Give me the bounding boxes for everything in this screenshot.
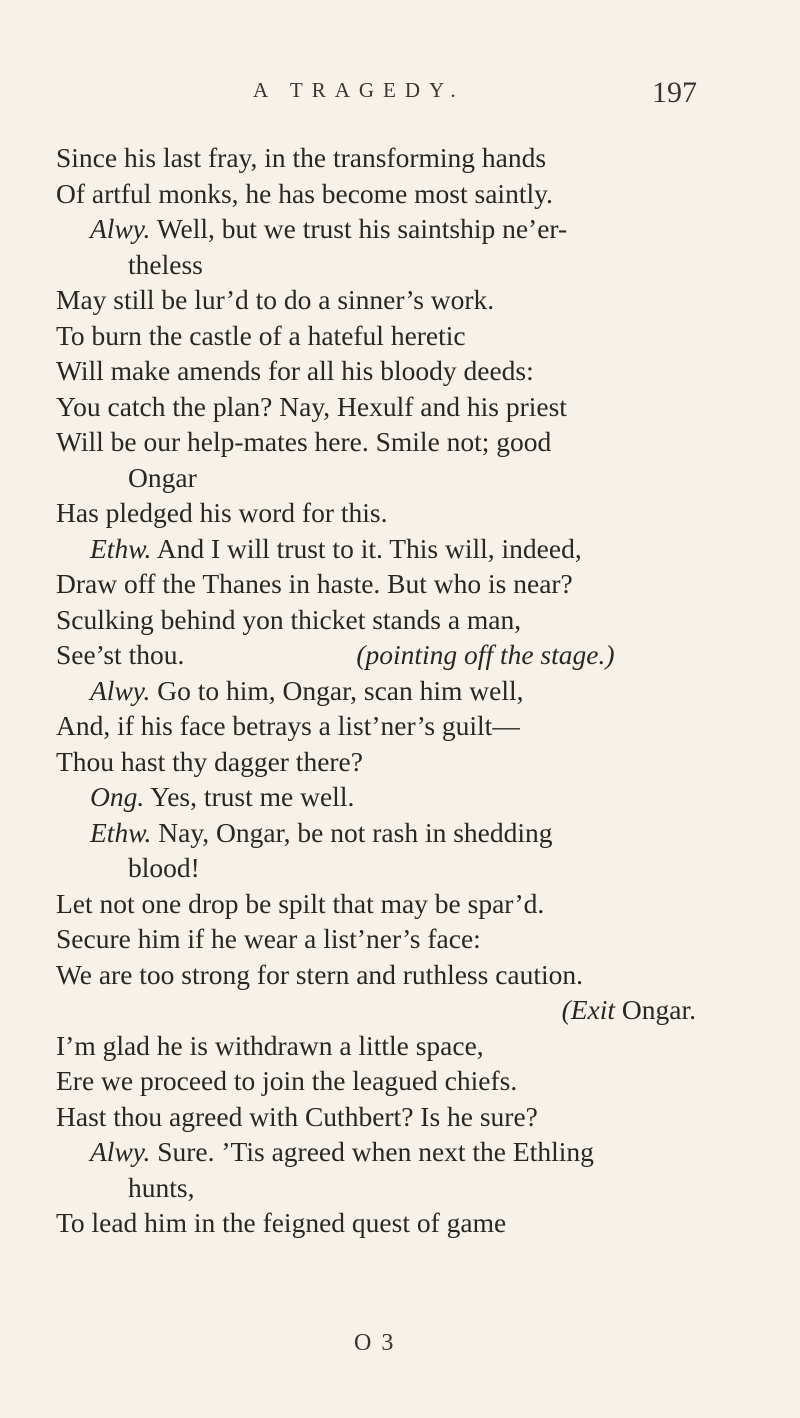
page-header <box>0 78 800 118</box>
speaker-name: Alwy. <box>90 1136 151 1167</box>
verse-continuation: hunts, <box>128 1171 195 1203</box>
verse-line: Of artful monks, he has become most saintly. <box>56 177 553 209</box>
speech-line: Alwy. Go to him, Ongar, scan him well, <box>90 674 524 706</box>
verse-line: Secure him if he wear a list’ner’s face: <box>56 923 481 954</box>
verse-line: Let not one drop be spilt that may be spar’d. <box>56 887 545 919</box>
signature-mark: O 3 <box>354 1330 396 1356</box>
verse-line: Ere we proceed to join the leagued chiefs. <box>56 1065 518 1096</box>
verse-line: Since his last fray, in the transforming hands <box>56 142 547 173</box>
speech-line: Ethw. And I will trust to it. This will, indeed, <box>90 532 582 564</box>
speaker-name: Ethw. <box>90 816 152 848</box>
verse-line: Will make amends for all his bloody deeds: <box>56 355 534 386</box>
verse-line: And, if his face betrays a list’ner’s guilt— <box>56 710 520 741</box>
exit-word: (Exit <box>561 994 616 1025</box>
speech-line: Alwy. Sure. ’Tis agreed when next the Ethling <box>90 1136 594 1167</box>
verse-continuation: theless <box>128 248 203 280</box>
speaker-name: Ethw. <box>90 532 152 564</box>
verse-line: To lead him in the feigned quest of game <box>56 1207 507 1238</box>
verse-line: Has pledged his word for this. <box>56 497 388 528</box>
exit-direction: (Exit Ongar. <box>561 994 696 1025</box>
verse-line: Thou hast thy dagger there? <box>56 745 363 777</box>
verse-line: See’st thou. (pointing off the stage.) <box>56 639 615 670</box>
verse-line: Sculking behind yon thicket stands a man, <box>56 603 522 635</box>
speech-line: Ethw. Nay, Ongar, be not rash in shedding <box>90 816 553 848</box>
speech-line: Ong. Yes, trust me well. <box>90 781 355 812</box>
verse-continuation: Ongar <box>128 461 197 493</box>
running-title: A TRAGEDY. <box>253 78 465 102</box>
verse-line: Will be our help-mates here. Smile not; good <box>56 426 552 457</box>
verse-line: Draw off the Thanes in haste. But who is near? <box>56 568 573 599</box>
speaker-name: Alwy. <box>90 213 151 244</box>
verse-continuation: blood! <box>128 852 200 883</box>
play-text <box>56 140 696 1241</box>
verse-line: I’m glad he is withdrawn a little space, <box>56 1029 484 1061</box>
verse-line: We are too strong for stern and ruthless caution. <box>56 958 584 990</box>
speaker-name: Alwy. <box>90 674 151 706</box>
speech-line: Alwy. Well, but we trust his saintship ne’er- <box>90 213 568 244</box>
verse-line: To burn the castle of a hateful heretic <box>56 319 466 351</box>
speaker-name: Ong. <box>90 781 145 812</box>
verse-line: Hast thou agreed with Cuthbert? Is he sure? <box>56 1100 538 1132</box>
verse-line: May still be lur’d to do a sinner’s work. <box>56 284 495 315</box>
stage-direction: (pointing off the stage.) <box>356 639 615 670</box>
verse-line: You catch the plan? Nay, Hexulf and his priest <box>56 390 567 422</box>
page-number: 197 <box>652 76 697 109</box>
